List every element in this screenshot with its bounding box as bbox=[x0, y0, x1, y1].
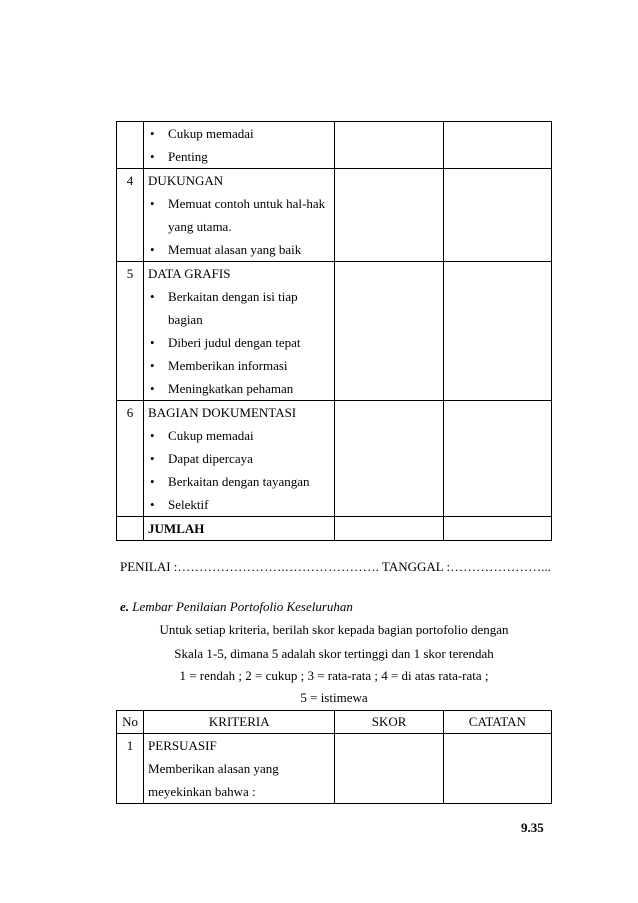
list-item: • Selektif bbox=[144, 493, 334, 516]
row-number: 1 bbox=[117, 734, 144, 804]
list-item-continuation: yang utama. bbox=[168, 219, 232, 234]
score-cell bbox=[335, 169, 443, 262]
instruction-line: Untuk setiap kriteria, berilah skor kepada bagian portofolio dengan bbox=[159, 622, 509, 637]
criteria-cell bbox=[144, 401, 335, 517]
instruction-line: 5 = istimewa bbox=[300, 690, 368, 705]
header-note: CATATAN bbox=[443, 711, 551, 734]
bullet-icon: • bbox=[150, 242, 155, 257]
table-row bbox=[117, 262, 552, 401]
criteria-cell bbox=[144, 122, 335, 169]
row-number: 5 bbox=[117, 262, 144, 401]
criteria-title: BAGIAN DOKUMENTASI bbox=[148, 405, 297, 420]
header-no: No bbox=[117, 711, 144, 734]
row-number: 6 bbox=[117, 401, 144, 517]
bullet-icon: • bbox=[150, 497, 155, 512]
row-number bbox=[117, 517, 144, 541]
bullet-icon: • bbox=[150, 358, 155, 373]
bullet-icon: • bbox=[150, 335, 155, 350]
header-criteria: KRITERIA bbox=[144, 711, 335, 734]
bullet-icon: • bbox=[150, 428, 155, 443]
table-row bbox=[117, 401, 552, 517]
list-item: • Diberi judul dengan tepat bbox=[144, 331, 334, 354]
list-item: • Memuat alasan yang baik bbox=[144, 238, 334, 261]
criteria-text: Memberikan alasan yang bbox=[148, 761, 279, 776]
instruction-line: 1 = rendah ; 2 = cukup ; 3 = rata-rata ; 4 = di atas rata-rata ; bbox=[179, 668, 489, 683]
table-row bbox=[117, 169, 552, 262]
criteria-title: DUKUNGAN bbox=[148, 173, 224, 188]
bullet-icon: • bbox=[150, 196, 155, 211]
table-row bbox=[117, 734, 552, 804]
note-cell bbox=[443, 262, 551, 401]
criteria-cell bbox=[144, 734, 335, 804]
row-number bbox=[117, 122, 144, 169]
note-cell bbox=[443, 122, 551, 169]
list-item: • Penting bbox=[144, 145, 334, 168]
criteria-title: DATA GRAFIS bbox=[148, 266, 231, 281]
list-item: • Memberikan informasi bbox=[144, 354, 334, 377]
bullet-icon: • bbox=[150, 381, 155, 396]
list-item: • Berkaitan dengan tayangan bbox=[144, 470, 334, 493]
portfolio-assessment-table bbox=[116, 710, 552, 804]
table-header-row bbox=[117, 711, 552, 734]
list-item: • Cukup memadai bbox=[144, 122, 334, 145]
score-cell bbox=[335, 122, 443, 169]
page-number: 9.35 bbox=[521, 820, 544, 835]
criteria-cell bbox=[144, 262, 335, 401]
score-cell bbox=[335, 517, 443, 541]
criteria-cell bbox=[144, 169, 335, 262]
bullet-icon: • bbox=[150, 149, 155, 164]
criteria-title: PERSUASIF bbox=[148, 738, 217, 753]
table-row bbox=[117, 517, 552, 541]
list-item: • Memuat contoh untuk hal-hak bbox=[144, 192, 334, 215]
total-label: JUMLAH bbox=[148, 521, 205, 536]
list-item: • Dapat dipercaya bbox=[144, 447, 334, 470]
bullet-icon: • bbox=[150, 451, 155, 466]
note-cell bbox=[443, 169, 551, 262]
instruction-line: Skala 1-5, dimana 5 adalah skor tertinggi dan 1 skor terendah bbox=[174, 646, 494, 661]
assessor-date-line: PENILAI :…………………….…………………. TANGGAL :…………………... bbox=[120, 559, 551, 574]
criteria-text: meyekinkan bahwa : bbox=[148, 784, 256, 799]
score-cell bbox=[335, 262, 443, 401]
list-item-continuation: bagian bbox=[168, 312, 203, 327]
note-cell bbox=[443, 517, 551, 541]
bullet-icon: • bbox=[150, 474, 155, 489]
header-score: SKOR bbox=[335, 711, 443, 734]
note-cell bbox=[443, 734, 551, 804]
evaluation-table-continued bbox=[116, 121, 552, 541]
score-cell bbox=[335, 401, 443, 517]
section-heading bbox=[120, 599, 353, 615]
section-title: Lembar Penilaian Portofolio Keseluruhan bbox=[132, 599, 353, 614]
row-number: 4 bbox=[117, 169, 144, 262]
note-cell bbox=[443, 401, 551, 517]
bullet-icon: • bbox=[150, 289, 155, 304]
criteria-cell bbox=[144, 517, 335, 541]
list-item: • Meningkatkan pehaman bbox=[144, 377, 334, 400]
list-item: • Berkaitan dengan isi tiap bbox=[144, 285, 334, 308]
section-marker: e. bbox=[120, 599, 130, 614]
table-row bbox=[117, 122, 552, 169]
bullet-icon: • bbox=[150, 126, 155, 141]
score-cell bbox=[335, 734, 443, 804]
list-item: • Cukup memadai bbox=[144, 424, 334, 447]
